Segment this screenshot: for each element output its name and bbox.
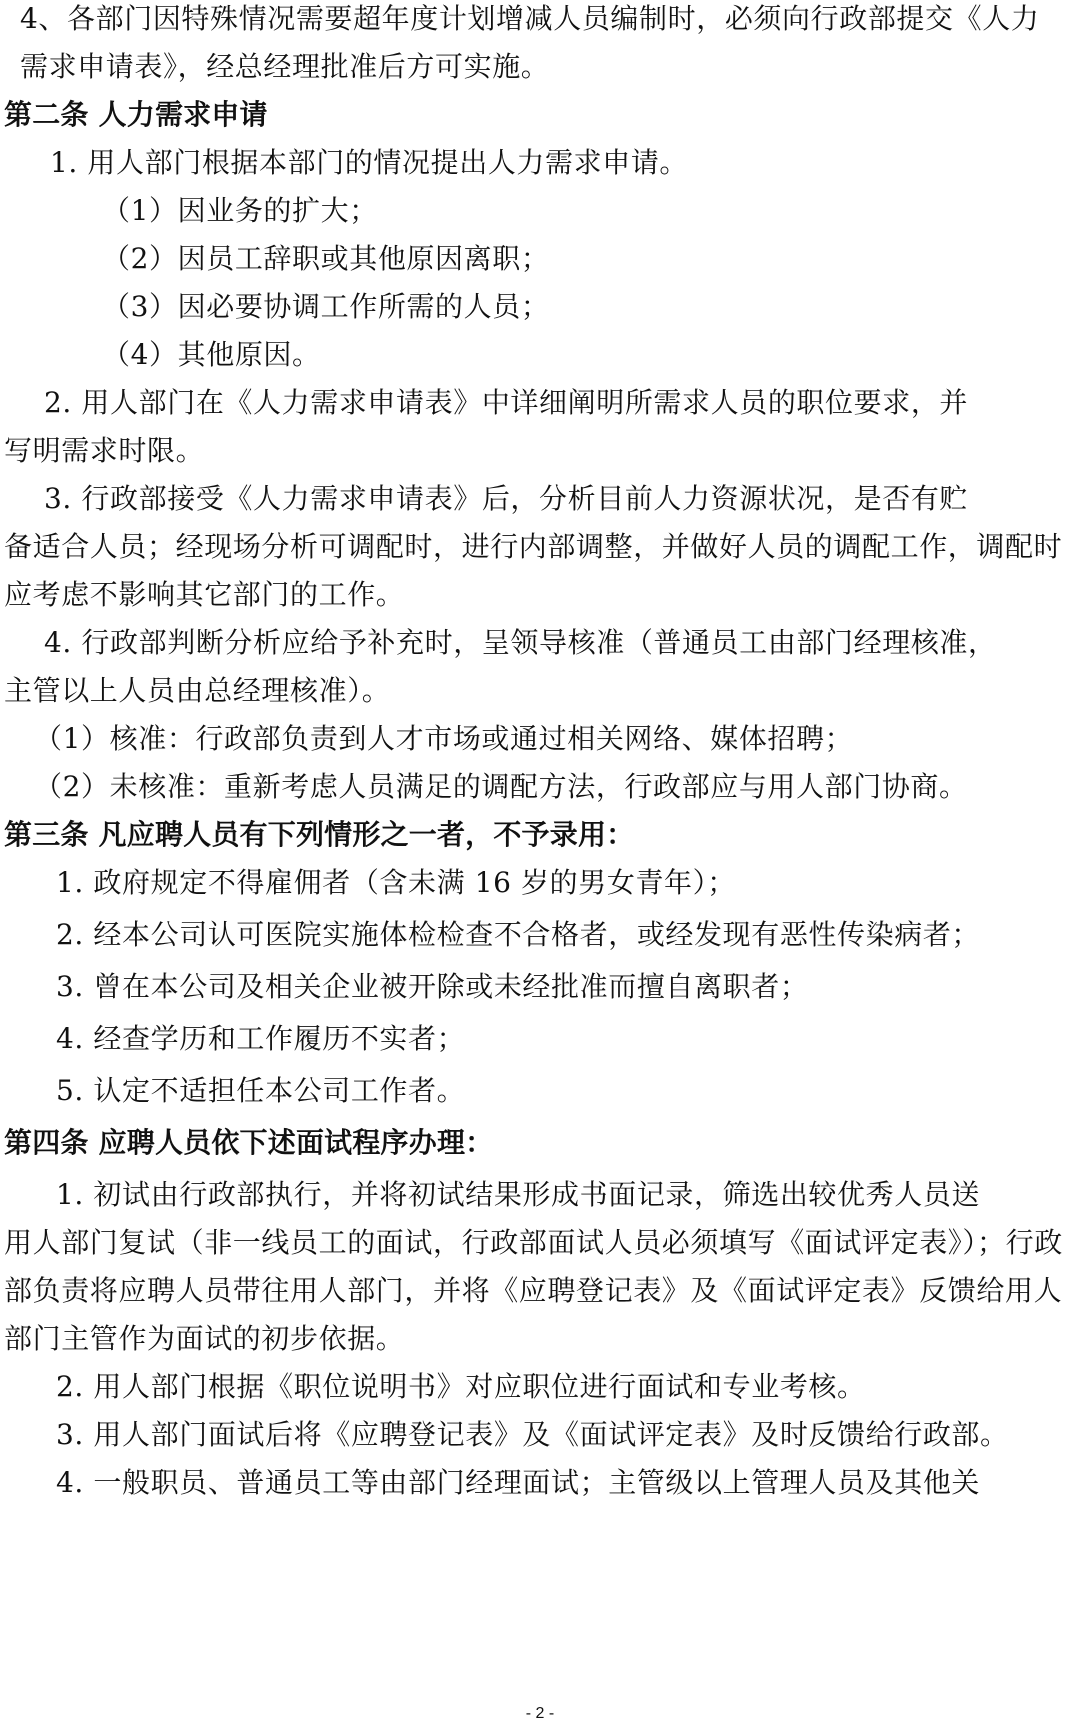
text-line: 用人部门复试（非一线员工的面试，行政部面试人员必须填写《面试评定表》）；行政: [4, 1226, 1063, 1259]
text-line: 应考虑不影响其它部门的工作。: [4, 578, 405, 611]
list-item: 4. 一般职员、普通员工等由部门经理面试；主管级以上管理人员及其他关: [56, 1466, 981, 1499]
list-item: （4）其他原因。: [102, 338, 321, 371]
text-line: 部负责将应聘人员带往用人部门，并将《应聘登记表》及《面试评定表》反馈给用人: [4, 1274, 1063, 1307]
list-item: 2. 用人部门根据《职位说明书》对应职位进行面试和专业考核。: [56, 1370, 866, 1403]
text-line: 3. 行政部接受《人力需求申请表》后，分析目前人力资源状况，是否有贮: [44, 482, 969, 515]
list-item: （1）核准：行政部负责到人才市场或通过相关网络、媒体招聘；: [34, 722, 854, 755]
list-item: 2. 经本公司认可医院实施体检检查不合格者，或经发现有恶性传染病者；: [56, 918, 981, 951]
list-item: 4. 经查学历和工作履历不实者；: [56, 1022, 466, 1055]
list-item: （2）未核准：重新考虑人员满足的调配方法，行政部应与用人部门协商。: [34, 770, 968, 803]
list-item: 1. 政府规定不得雇佣者（含未满 16 岁的男女青年）；: [56, 866, 736, 899]
text-line: 1. 初试由行政部执行，并将初试结果形成书面记录，筛选出较优秀人员送: [56, 1178, 981, 1211]
text-line: 写明需求时限。: [4, 434, 205, 467]
section-heading: 第四条 应聘人员依下述面试程序办理：: [4, 1126, 494, 1159]
list-item: 3. 曾在本公司及相关企业被开除或未经批准而擅自离职者；: [56, 970, 809, 1003]
list-item: （1）因业务的扩大；: [102, 194, 378, 227]
section-heading: 第三条 凡应聘人员有下列情形之一者，不予录用：: [4, 818, 635, 851]
list-item: 3. 用人部门面试后将《应聘登记表》及《面试评定表》及时反馈给行政部。: [56, 1418, 1009, 1451]
text-line: 主管以上人员由总经理核准）。: [4, 674, 391, 707]
text-line: 部门主管作为面试的初步依据。: [4, 1322, 405, 1355]
text-line: 备适合人员；经现场分析可调配时，进行内部调整，并做好人员的调配工作，调配时: [4, 530, 1063, 563]
text-line: 4、各部门因特殊情况需要超年度计划增减人员编制时，必须向行政部提交《人力: [20, 2, 1040, 35]
section-heading: 第二条 人力需求申请: [4, 98, 268, 131]
page-number: - 2 -: [525, 1705, 555, 1722]
text-line: 4. 行政部判断分析应给予补充时，呈领导核准（普通员工由部门经理核准，: [44, 626, 997, 659]
text-line: 1. 用人部门根据本部门的情况提出人力需求申请。: [50, 146, 689, 179]
text-line: 2. 用人部门在《人力需求申请表》中详细阐明所需求人员的职位要求，并: [44, 386, 969, 419]
text-line: 需求申请表》，经总经理批准后方可实施。: [20, 50, 550, 83]
list-item: 5. 认定不适担任本公司工作者。: [56, 1074, 466, 1107]
list-item: （2）因员工辞职或其他原因离职；: [102, 242, 550, 275]
list-item: （3）因必要协调工作所需的人员；: [102, 290, 550, 323]
